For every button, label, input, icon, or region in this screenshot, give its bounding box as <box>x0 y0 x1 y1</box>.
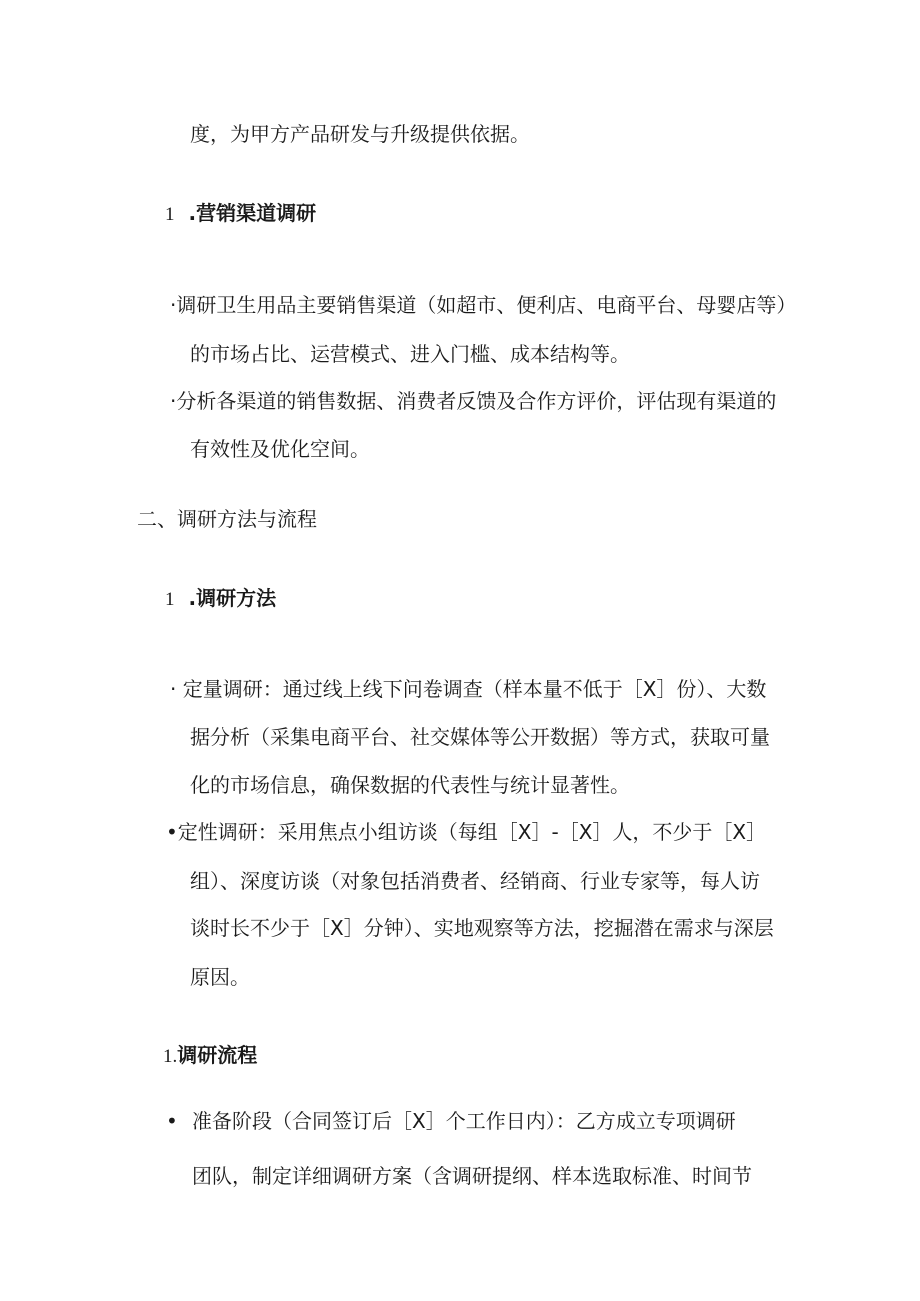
heading-marketing-channel-research <box>165 199 316 229</box>
bullet-line: 准备阶段（合同签订后［X］个工作日内）：乙方成立专项调研 <box>192 1109 736 1133</box>
bullet-line: 组）、深度访谈（对象包括消费者、经销商、行业专家等，每人访 <box>190 869 760 893</box>
bullet-line: ·调研卫生用品主要销售渠道（如超市、便利店、电商平台、母婴店等） <box>170 293 797 317</box>
heading-number: 1 <box>165 204 175 225</box>
bullet-line: · 定量调研：通过线上线下问卷调查（样本量不低于［X］份）、大数 <box>170 677 767 701</box>
heading-number: 1 <box>165 589 175 610</box>
paragraph-line: 度，为甲方产品研发与升级提供依据。 <box>190 122 530 146</box>
heading-title: .调研方法 <box>188 586 277 610</box>
heading-title: 调研流程 <box>177 1043 258 1067</box>
bullet-line: 据分析（采集电商平台、社交媒体等公开数据）等方式，获取可量 <box>190 725 770 749</box>
heading-number: 1. <box>163 1046 178 1067</box>
heading-research-process <box>163 1041 257 1071</box>
bullet-line: 团队，制定详细调研方案（含调研提纲、样本选取标准、时间节 <box>192 1164 752 1188</box>
bullet-line: 化的市场信息，确保数据的代表性与统计显著性。 <box>190 773 630 797</box>
bullet-line: 有效性及优化空间。 <box>190 437 370 461</box>
bullet-line: •定性调研：采用焦点小组访谈（每组［X］-［X］人，不少于［X］ <box>166 820 767 844</box>
bullet-marker: • <box>166 1109 178 1133</box>
heading-research-methods <box>165 584 276 614</box>
bullet-line: 的市场占比、运营模式、进入门槛、成本结构等。 <box>190 342 630 366</box>
section-heading: 二、调研方法与流程 <box>137 507 317 531</box>
bullet-line: 原因。 <box>190 965 250 989</box>
bullet-line: 谈时长不少于［X］分钟）、实地观察等方法，挖掘潜在需求与深层 <box>190 916 774 940</box>
heading-title: .营销渠道调研 <box>188 201 317 225</box>
bullet-line: ·分析各渠道的销售数据、消费者反馈及合作方评价，评估现有渠道的 <box>170 389 777 413</box>
